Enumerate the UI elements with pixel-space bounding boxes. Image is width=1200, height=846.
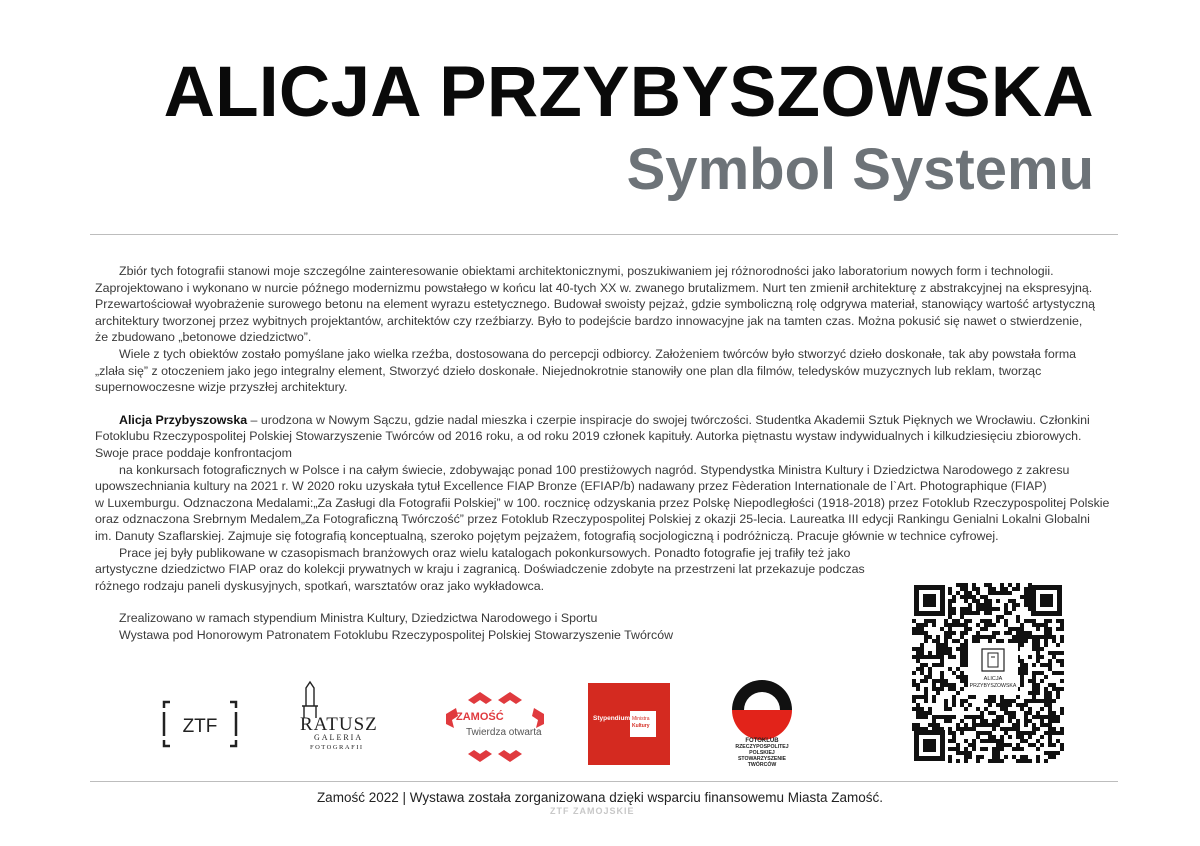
stypendium-line2: Kultury [632,723,650,729]
bio-line [95,412,1125,429]
text-line: oraz odznaczona Srebrnym Medalem„Za Fotograficzną Twórczość” przez Fotoklub Rzeczypospolitej Polskiej z okazji 25-lecia. Laureatka III edycji Rankingu Genialni Lokalni Globalni [95,512,1090,527]
footer-watermark: ZTF ZAMOJSKIE [550,806,635,816]
fotoklub-line: RZECZYPOSPOLITEJ [735,744,789,750]
artist-name: Alicja Przybyszowska [119,412,248,427]
text-line: Zrealizowano w ramach stypendium Ministra Kultury, Dziedzictwa Narodowego i Sportu [119,611,598,626]
qr-caption-line2: PRZYBYSZOWSKA [969,683,1017,689]
text-line: Swoje prace poddaje konfrontacjom [95,445,292,460]
text-line: różnego rodzaju paneli dyskusyjnych, spotkań, warsztatów oraz jako wykładowca. [95,578,545,593]
text-line: supernowoczesne wizje przyszłej architektury. [95,380,348,395]
partner-logos [0,676,880,776]
bottom-divider [90,781,1118,782]
fotoklub-line: STOWARZYSZENIE [737,756,787,762]
ratusz-line2: FOTOGRAFII [310,744,364,750]
ratusz-logo [292,678,388,750]
text-line: Przewartościował wyobrażenie surowego betonu na element wyrazu estetycznego. Budował swoisty pejzaż, gdzie symboliczną rolę odgrywa materiał, stanowiący wartość artystyczną [95,297,1095,312]
qr-caption-line1: ALICJA [983,676,1003,682]
stypendium-line1: Ministra [632,716,650,722]
ztf-logo [160,698,240,750]
text-line: Zaprojektowano i wykonano w nurcie późnego modernizmu powstałego w końcu lat 40-tych XX w. zwanego brutalizmem. Nurt ten zmienił architekturę z abstrakcyjnej na ekspresyjną. [95,280,1093,295]
fotoklub-line: TWÓRCÓW [747,762,777,766]
page-subtitle: Symbol Systemu [626,137,1094,202]
text-line: artystyczne dziedzictwo FIAP oraz do kolekcji prywatnych w kraju i zagranicą. Doświadczenie zdobyte na przestrzeni lat przekazuje podczas [95,562,865,577]
ztf-text: ZTF [182,716,218,737]
zamosc-text: ZAMOŚĆ [456,711,504,723]
top-divider [90,234,1118,235]
qr-code[interactable] [912,583,1064,763]
footer-text: Zamość 2022 | Wystawa została zorganizowana dzięki wsparciu finansowemu Miasta Zamość. [316,790,884,805]
text-line: w Luxemburgu. Odznaczona Medalami:„Za Zasługi dla Fotografii Polskiej” w 100. rocznicę odzyskania przez Polskę Niepodległości (1918-2018) przez Fotoklub Rzeczypospolitej Polskie [95,495,1110,510]
text-line: Wystawa pod Honorowym Patronatem Fotoklubu Rzeczypospolitej Polskiej Stowarzyszenie Twórców [119,627,674,642]
stypendium-logo [588,683,670,765]
ratusz-line1: GALERIA [314,733,364,742]
ratusz-text: RATUSZ [300,714,378,735]
text-line: Fotoklubu Rzeczypospolitej Polskiej Stowarzyszenie Twórców od 2016 roku, a od roku 2019 członek kapituły. Autorka piętnastu wystaw indywidualnych i kilkudziesięciu zbiorowych. [95,429,1082,444]
text-line: upowszechniania kultury na 2021 r. W 2020 roku uzyskała tytuł Excellence FIAP Bronze (EFIAP/b) nadawany przez Fèderation Internationale de l`Art. Photographique (FIAP) [95,479,1047,494]
text-line: na konkursach fotograficznych w Polsce i na całym świecie, zdobywając ponad 100 prestiżowych nagród. Stypendystka Ministra Kultury i Dziedzictwa Narodowego z zakresu [119,462,1070,477]
stypendium-title: Stypendium [593,715,631,722]
page-title: ALICJA PRZYBYSZOWSKA [163,53,1094,132]
text-line: im. Danuty Szaflarskiej. Zajmuje się fotografią konceptualną, szeroko pojętym pejzażem, fotografią socjologiczną i podróżniczą. Pracuje głównie w technice cyfrowej. [95,528,999,543]
text-line: że zbudowano „betonowe dziedzictwo”. [95,330,312,345]
zamosc-tagline: Twierdza otwarta [466,727,542,738]
zamosc-logo [440,690,550,764]
fotoklub-line: POLSKIEJ [749,750,775,756]
text-line: Prace jej były publikowane w czasopismach branżowych oraz wielu katalogach pokonkursowych. Ponadto fotografie jej trafiły też jako [119,545,851,560]
fotoklub-logo [724,674,804,766]
text-line: „zlała się” z otoczeniem jako jego integralny element, Stworzyć dzieło doskonałe. Niejednokrotnie stanowiły one plan dla filmów, teledysków muzycznych lub reklam, tworząc [95,363,1042,378]
text-span: – urodzona w Nowym Sączu, gdzie nadal mieszka i czerpie inspiracje do swojej twórczości. Studentka Akademii Sztuk Pięknych we Wrocławiu. Członkini [247,412,1090,427]
fotoklub-line: FOTOKLUB [745,738,779,744]
text-line: Zbiór tych fotografii stanowi moje szczególne zainteresowanie obiektami architektonicznymi, poszukiwaniem jej różnorodności jako laboratorium nowych form i technologii. [119,264,1054,278]
text-line: Wiele z tych obiektów zostało pomyślane jako wielka rzeźba, dostosowana do percepcji odbiorcy. Założeniem twórców było stworzyć dzieło doskonałe, tak aby powstała forma [119,346,1077,361]
text-line: architektury tworzonej przez wybitnych projektantów, architektów czy rzeźbiarzy. Było to podejście bardzo innowacyjne jak na tamten czas. Można pokusić się nawet o stwierdzenie, [95,313,1083,328]
